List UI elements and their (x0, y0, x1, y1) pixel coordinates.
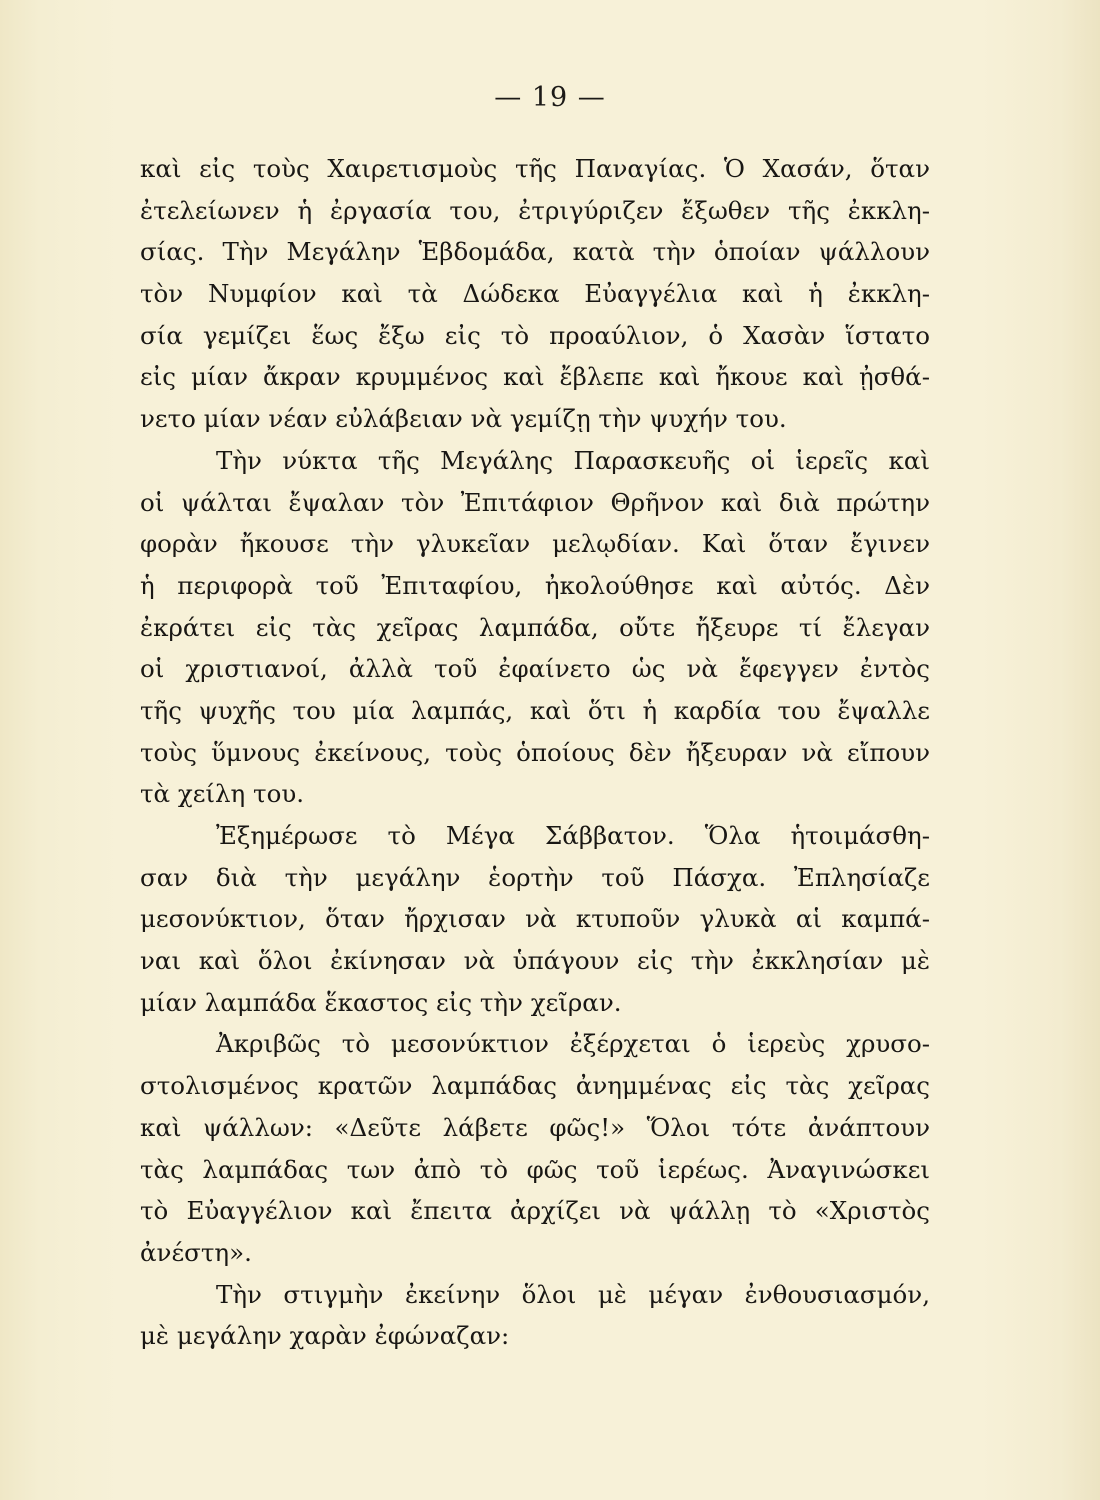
text-line: τῆς ψυχῆς του μία λαμπάς, καὶ ὅτι ἡ καρδία του ἔψαλλε (140, 695, 930, 725)
text-line: Ἀκριβῶς τὸ μεσονύκτιον ἐξέρχεται ὁ ἱερεὺς χρυσο- (216, 1029, 930, 1059)
text-line: οἱ ψάλται ἔψαλαν τὸν Ἐπιτάφιον Θρῆνον καὶ διὰ πρώτην (140, 487, 930, 517)
text-line: φορὰν ἤκουσε τὴν γλυκεῖαν μελῳδίαν. Καὶ ὅταν ἔγινεν (140, 529, 930, 559)
text-line: στολισμένος κρατῶν λαμπάδας ἀνημμένας εἰς τὰς χεῖρας (140, 1071, 930, 1101)
text-line: μὲ μεγάλην χαρὰν ἐφώναζαν: (140, 1321, 510, 1351)
text-line: τοὺς ὕμνους ἐκείνους, τοὺς ὁποίους δὲν ἤξευραν νὰ εἴπουν (140, 737, 930, 767)
text-line: Τὴν στιγμὴν ἐκείνην ὅλοι μὲ μέγαν ἐνθουσιασμόν, (216, 1279, 930, 1309)
text-line: μίαν λαμπάδα ἕκαστος εἰς τὴν χεῖραν. (140, 987, 622, 1017)
text-line: τὰ χείλη του. (140, 779, 305, 809)
text-line: νετο μίαν νέαν εὐλάβειαν νὰ γεμίζῃ τὴν ψυχήν του. (140, 404, 787, 434)
text-line: εἰς μίαν ἄκραν κρυμμένος καὶ ἔβλεπε καὶ ἤκουε καὶ ᾐσθά- (140, 362, 930, 392)
text-line: τὸ Εὐαγγέλιον καὶ ἔπειτα ἀρχίζει νὰ ψάλλῃ τὸ «Χριστὸς (140, 1196, 930, 1226)
text-line: μεσονύκτιον, ὅταν ἤρχισαν νὰ κτυποῦν γλυκὰ αἱ καμπά- (140, 904, 930, 934)
text-line: Τὴν νύκτα τῆς Μεγάλης Παρασκευῆς οἱ ἱερεῖς καὶ (216, 445, 930, 475)
text-line: ἀνέστη». (140, 1237, 252, 1267)
body-text (140, 148, 930, 1357)
text-line: οἱ χριστιανοί, ἀλλὰ τοῦ ἐφαίνετο ὡς νὰ ἔφεγγεν ἐντὸς (140, 654, 930, 684)
text-line: ἡ περιφορὰ τοῦ Ἐπιταφίου, ἠκολούθησε καὶ αὐτός. Δὲν (140, 570, 930, 600)
text-line: τὸν Νυμφίον καὶ τὰ Δώδεκα Εὐαγγέλια καὶ ἡ ἐκκλη- (140, 279, 930, 309)
text-line: σία γεμίζει ἕως ἔξω εἰς τὸ προαύλιον, ὁ Χασὰν ἵστατο (140, 320, 930, 350)
text-line: ναι καὶ ὅλοι ἐκίνησαν νὰ ὑπάγουν εἰς τὴν ἐκκλησίαν μὲ (140, 946, 930, 976)
text-line: σαν διὰ τὴν μεγάλην ἑορτὴν τοῦ Πάσχα. Ἐπλησίαζε (140, 862, 930, 892)
text-line: Ἐξημέρωσε τὸ Μέγα Σάββατον. Ὅλα ἡτοιμάσθη- (216, 821, 930, 850)
text-line: καὶ ψάλλων: «Δεῦτε λάβετε φῶς!» Ὅλοι τότε ἀνάπτουν (140, 1112, 930, 1142)
page-number: — 19 — (494, 82, 606, 113)
text-line: σίας. Τὴν Μεγάλην Ἑβδομάδα, κατὰ τὴν ὁποίαν ψάλλουν (140, 237, 930, 267)
text-line: τὰς λαμπάδας των ἀπὸ τὸ φῶς τοῦ ἱερέως. Ἀναγινώσκει (140, 1154, 930, 1184)
text-line: καὶ εἰς τοὺς Χαιρετισμοὺς τῆς Παναγίας. Ὁ Χασάν, ὅταν (140, 154, 930, 183)
text-line: ἐτελείωνεν ἡ ἐργασία του, ἐτριγύριζεν ἔξωθεν τῆς ἐκκλη- (140, 195, 930, 225)
text-line: ἐκράτει εἰς τὰς χεῖρας λαμπάδα, οὔτε ἤξευρε τί ἔλεγαν (140, 612, 930, 642)
